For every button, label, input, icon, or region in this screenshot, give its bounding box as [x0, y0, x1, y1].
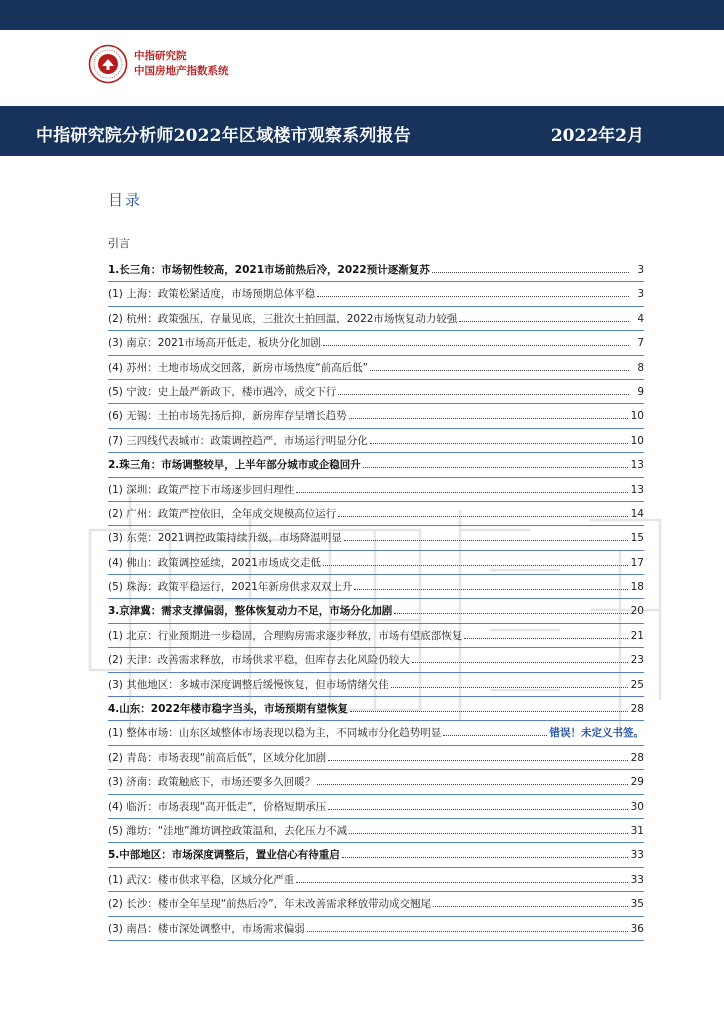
- logo-subname: 中国房地产指数系统: [134, 65, 229, 77]
- toc-leader-dots: [342, 857, 628, 858]
- toc-entry[interactable]: [108, 429, 644, 453]
- toc-entry[interactable]: [108, 380, 644, 404]
- toc-entry-text: (7) 三四线代表城市：政策调控趋严，市场运行明显分化: [108, 434, 368, 447]
- toc-page-number: 30: [630, 800, 644, 813]
- toc-page-number: 31: [630, 824, 644, 837]
- toc-entry-text: (2) 杭州：政策强压，存量见底，三批次土拍回温，2022市场恢复动力较强: [108, 312, 458, 325]
- toc-leader-dots: [363, 467, 628, 468]
- toc-page-number: 7: [637, 337, 644, 350]
- toc-entry[interactable]: [108, 892, 644, 916]
- toc-entry[interactable]: [108, 721, 644, 745]
- toc-entry[interactable]: [108, 648, 644, 672]
- toc-entry[interactable]: [108, 356, 644, 380]
- toc-leader-dots: [328, 809, 628, 810]
- toc-entry-text: (1) 深圳：政策严控下市场逐步回归理性: [108, 483, 295, 496]
- toc-page-number: 10: [630, 434, 644, 447]
- toc-entry[interactable]: [108, 307, 644, 331]
- toc-entry-text: 1.长三角：市场韧性较高，2021市场前热后冷，2022预计逐渐复苏: [108, 264, 430, 276]
- toc-page-number: 4: [637, 312, 644, 325]
- toc-entry-text: (4) 佛山：政策调控延续，2021市场成交走低: [108, 556, 321, 569]
- toc-page-number: 10: [630, 410, 644, 423]
- toc-entry-text: (4) 临沂：市场表现“高开低走”，价格短期承压: [108, 800, 327, 813]
- toc-entry[interactable]: [108, 404, 644, 428]
- toc-entry[interactable]: [108, 526, 644, 550]
- toc-page-number: 18: [630, 581, 644, 594]
- brand-logo: [88, 44, 268, 88]
- toc-leader-dots: [354, 589, 627, 590]
- toc-entry-text: 3.京津冀：需求支撑偏弱，整体恢复动力不足，市场分化加剧: [108, 605, 393, 618]
- toc-heading: 目录: [108, 191, 143, 209]
- toc-page-number: 17: [630, 556, 644, 569]
- toc-leader-dots: [296, 882, 627, 883]
- toc-page-number: 35: [630, 898, 644, 911]
- toc-entry-text: (5) 宁波：史上最严新政下，楼市遇冷，成交下行: [108, 385, 337, 398]
- toc-intro: 引言: [108, 237, 130, 250]
- report-date: 2022年2月: [550, 126, 644, 146]
- toc-divider: [108, 940, 644, 941]
- title-band: [0, 106, 724, 156]
- toc-page-number: 20: [630, 605, 644, 618]
- toc-page-number: 9: [637, 385, 644, 398]
- toc-entry-text: (1) 上海：政策松紧适度，市场预期总体平稳: [108, 288, 316, 301]
- toc-entry-text: (3) 东莞：2021调控政策持续升级，市场降温明显: [108, 532, 342, 545]
- toc-entry[interactable]: [108, 843, 644, 867]
- toc-entry-text: (5) 珠海：政策平稳运行，2021年新房供求双双上升: [108, 581, 353, 594]
- toc-leader-dots: [328, 760, 628, 761]
- toc-entry[interactable]: [108, 868, 644, 892]
- toc-leader-dots: [443, 735, 546, 736]
- toc-leader-dots: [459, 321, 629, 322]
- toc-leader-dots: [350, 711, 628, 712]
- toc-entry-text: (2) 天津：改善需求释放，市场供求平稳，但库存去化风险仍较大: [108, 654, 410, 667]
- toc-page-number: 14: [630, 507, 644, 520]
- top-color-bar: [0, 0, 724, 30]
- toc-leader-dots: [349, 418, 628, 419]
- toc-page-number: 8: [637, 361, 644, 374]
- toc-entry[interactable]: [108, 624, 644, 648]
- toc-entry-text: 4.山东：2022年楼市稳字当头，市场预期有望恢复: [108, 703, 349, 716]
- toc-leader-dots: [323, 565, 628, 566]
- toc-page-number: 13: [630, 483, 644, 496]
- toc-entry[interactable]: [108, 819, 644, 843]
- toc-entry[interactable]: [108, 746, 644, 770]
- toc-leader-dots: [338, 394, 629, 395]
- toc-entry[interactable]: [108, 770, 644, 794]
- toc-entry[interactable]: [108, 258, 644, 282]
- toc-leader-dots: [344, 540, 628, 541]
- toc-page-number: 29: [630, 776, 644, 789]
- toc-entry-text: (6) 无锡：土拍市场先扬后抑，新房库存呈增长趋势: [108, 410, 347, 423]
- toc-entry[interactable]: [108, 697, 644, 721]
- toc-page-number: 28: [630, 703, 644, 716]
- toc-entry-text: (1) 北京：行业预期进一步稳固，合理购房需求逐步释放，市场有望底部恢复: [108, 629, 463, 642]
- toc-entry[interactable]: [108, 917, 644, 941]
- toc-page-number: 13: [630, 459, 644, 472]
- toc-entry-text: (5) 潍坊：“洼地”潍坊调控政策温和，去化压力不减: [108, 824, 348, 837]
- toc-page-number: 21: [630, 629, 644, 642]
- toc-entry-text: 2.珠三角：市场调整较早，上半年部分城市或企稳回升: [108, 459, 361, 472]
- toc-entry[interactable]: [108, 282, 644, 306]
- toc-page-number: 33: [630, 873, 644, 886]
- toc-page-number: 15: [630, 532, 644, 545]
- toc-page-number: 23: [630, 654, 644, 667]
- toc-entry-text: (1) 武汉：楼市供求平稳，区域分化严重: [108, 873, 295, 886]
- toc-leader-dots: [323, 345, 629, 346]
- toc-entry[interactable]: [108, 599, 644, 623]
- toc-entry[interactable]: [108, 575, 644, 599]
- toc-page-number: 28: [630, 751, 644, 764]
- toc-entry[interactable]: [108, 502, 644, 526]
- toc-entry[interactable]: [108, 453, 644, 477]
- toc-leader-dots: [432, 272, 629, 273]
- china-index-seal-logo-icon: [88, 44, 128, 84]
- toc-entry-text: (4) 苏州：土地市场成交回落，新房市场热度“前高后低”: [108, 361, 369, 374]
- toc-leader-dots: [317, 784, 627, 785]
- toc-leader-dots: [464, 638, 627, 639]
- toc-entry[interactable]: [108, 478, 644, 502]
- toc-leader-dots: [296, 492, 627, 493]
- toc-entry[interactable]: [108, 795, 644, 819]
- toc-list: [108, 258, 644, 941]
- toc-leader-dots: [391, 687, 628, 688]
- toc-leader-dots: [317, 296, 629, 297]
- toc-entry-text: (3) 其他地区：多城市深度调整后缓慢恢复，但市场情绪欠佳: [108, 678, 389, 691]
- toc-page-number: 3: [637, 264, 644, 276]
- toc-leader-dots: [370, 443, 628, 444]
- toc-leader-dots: [412, 662, 628, 663]
- toc-entry-text: (2) 长沙：楼市全年呈现“前热后冷”，年末改善需求释放带动成交翘尾: [108, 898, 432, 911]
- toc-leader-dots: [338, 516, 627, 517]
- toc-entry[interactable]: [108, 673, 644, 697]
- toc-entry-text: (2) 广州：政策严控依旧，全年成交规模高位运行: [108, 507, 337, 520]
- toc-entry-text: (3) 南昌：楼市深处调整中，市场需求偏弱: [108, 922, 305, 935]
- toc-entry-text: 5.中部地区：市场深度调整后，置业信心有待重启: [108, 849, 340, 862]
- toc-leader-dots: [433, 906, 628, 907]
- toc-entry[interactable]: [108, 331, 644, 355]
- toc-entry-text: (1) 整体市场：山东区域整体市场表现以稳为主，不同城市分化趋势明显: [108, 727, 442, 740]
- toc-leader-dots: [370, 370, 629, 371]
- logo-name: 中指研究院: [134, 50, 187, 62]
- toc-leader-dots: [394, 613, 627, 614]
- toc-page-number: 3: [637, 288, 644, 301]
- toc-page-number: 错误！未定义书签。: [549, 727, 644, 740]
- toc-entry-text: (3) 济南：政策触底下，市场还要多久回暖？: [108, 776, 316, 789]
- toc-leader-dots: [307, 931, 628, 932]
- toc-page-number: 36: [630, 922, 644, 935]
- report-title: 中指研究院分析师2022年区域楼市观察系列报告: [36, 126, 411, 146]
- toc-leader-dots: [349, 833, 628, 834]
- toc-entry-text: (2) 青岛：市场表现“前高后低”，区域分化加剧: [108, 751, 327, 764]
- toc-entry-text: (3) 南京：2021市场高开低走，板块分化加剧: [108, 337, 321, 350]
- toc-entry[interactable]: [108, 551, 644, 575]
- toc-page-number: 25: [630, 678, 644, 691]
- toc-page-number: 33: [630, 849, 644, 862]
